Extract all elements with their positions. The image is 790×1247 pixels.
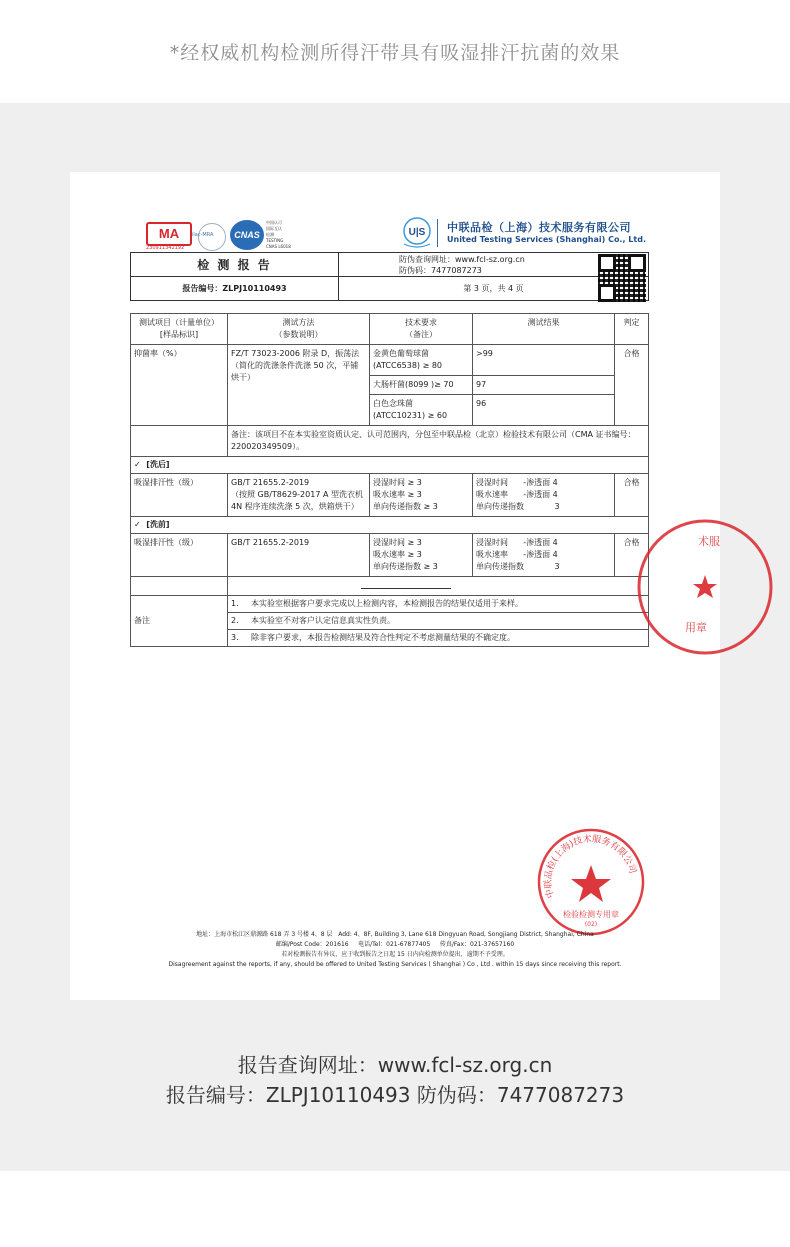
footer-notice-cn: 若对检测报告有异议，应于收到报告之日起 15 日内向检测单位提出，逾期不予受理。 [281, 951, 509, 958]
antibacterial-method: FZ/T 73023-2006 附录 D，振荡法 （简化的洗涤条件洗涤 50 次，平铺烘干） [228, 345, 370, 426]
footer-contact: 邮编/Post Code：201616 电话/Tel：021-67877405 传真/Fax：021-37657160 [275, 941, 515, 948]
ma-number: 230911342192 [146, 245, 185, 251]
verify-url: 防伪查询网址：www.fcl-sz.org.cn [399, 254, 525, 264]
report-code-line: 报告编号：ZLPJ10110493 防伪码：7477087273 [165, 1083, 625, 1107]
table-row [131, 474, 649, 517]
company-seal-icon [536, 827, 646, 937]
col-req-header: 技术要求 （备注） [370, 314, 473, 345]
footer-address: 地址：上海市松江区鼎源路 618 弄 3 号楼 4、8 层 Add: 4、8F, Building 3, Lane 618 Dingyuan Road, Songjiang District, Shanghai, China [196, 931, 594, 938]
table-row [131, 534, 649, 577]
after-wash-result: 浸湿时间 -渗透面 4 吸水速率 -渗透面 4 单向传递指数 3 [473, 474, 615, 517]
ma-logo: MA [146, 222, 192, 246]
query-url-line: 报告查询网址：www.fcl-sz.org.cn [237, 1053, 553, 1077]
antibacterial-result-1: >99 [473, 345, 615, 376]
antibacterial-item: 抑菌率（%） [131, 345, 228, 426]
footer-notice-en: Disagreement against the reports, if any, should be offered to United Testing Services ( Shanghai ) Co , Ltd . within 15 days since receiving this report. [168, 961, 622, 968]
section-row [131, 517, 649, 534]
col-method-header: 测试方法 （参数说明） [228, 314, 370, 345]
section-after-wash: ✓ [洗后] [131, 457, 649, 474]
after-wash-judge: 合格 [615, 474, 649, 517]
before-wash-judge: 合格 [615, 534, 649, 577]
top-caption: *经权威机构检测所得汗带具有吸湿排汗抗菌的效果 [169, 42, 621, 64]
before-wash-req: 浸湿时间 ≥ 3 吸水速率 ≥ 3 单向传递指数 ≥ 3 [370, 534, 473, 577]
page-number: 第 3 页，共 4 页 [339, 277, 649, 301]
partial-seal-icon [630, 517, 720, 657]
uts-logo-icon [400, 216, 434, 250]
remark-item: 3. 除非客户要求，本报告检测结果及符合性判定不考虑测量结果的不确定度。 [231, 633, 515, 642]
divider-row [131, 577, 649, 596]
col-judge-header: 判定 [615, 314, 649, 345]
short-rule [361, 588, 451, 589]
check-icon: ✓ [134, 460, 141, 469]
ilac-label: ilac-MRA [192, 232, 214, 238]
antibacterial-judge: 合格 [615, 345, 649, 426]
col-result-header: 测试结果 [473, 314, 615, 345]
company-name-cn: 中联品检（上海）技术服务有限公司 [447, 221, 631, 234]
table-row [131, 426, 649, 457]
after-wash-item: 吸湿排汗性（级） [131, 474, 228, 517]
remarks-cell [228, 596, 649, 647]
col-item-header: 测试项目（计量单位） [样品标识] [131, 314, 228, 345]
certification-logos [146, 218, 336, 250]
report-number: 报告编号：ZLPJ10110493 [131, 277, 339, 301]
anti-fake-code: 防伪码：7477087273 [399, 265, 482, 275]
before-wash-method: GB/T 21655.2-2019 [228, 534, 370, 577]
section-before-wash: ✓ [洗前] [131, 517, 649, 534]
svg-text:检验检测专用章: 检验检测专用章 [563, 910, 619, 919]
logo-divider [437, 219, 438, 247]
after-wash-method: GB/T 21655.2-2019 （按照 GB/T8629-2017 A 型洗衣机 4N 程序连续洗涤 5 次，烘箱烘干） [228, 474, 370, 517]
after-wash-req: 浸湿时间 ≥ 3 吸水速率 ≥ 3 单向传递指数 ≥ 3 [370, 474, 473, 517]
results-table [130, 313, 649, 647]
remarks-row [131, 596, 649, 647]
qr-code-icon [598, 254, 646, 302]
svg-text:(02): (02) [584, 921, 598, 928]
antibacterial-req-1: 金黄色葡萄球菌 (ATCC6538) ≥ 80 [370, 345, 473, 376]
cnas-logo: CNAS [230, 220, 264, 250]
antibacterial-result-2: 97 [473, 376, 615, 395]
table-row [131, 345, 649, 376]
antibacterial-req-2: 大肠杆菌(8099 )≥ 70 [370, 376, 473, 395]
cnas-desc: 中国认可 国际互认 检测 TESTING CNAS L6018 [266, 220, 291, 249]
remark-item: 1. 本实验室根据客户要求完成以上检测内容，本检测报告的结果仅适用于来样。 [228, 596, 648, 613]
table-header-row [131, 314, 649, 345]
report-page [70, 172, 720, 1000]
remark-item: 2. 本实验室不对客户认定信息真实性负责。 [228, 613, 648, 630]
svg-text:术服: 术服 [698, 535, 720, 548]
before-wash-result: 浸湿时间 -渗透面 4 吸水速率 -渗透面 4 单向传递指数 3 [473, 534, 615, 577]
report-header-table [130, 252, 649, 301]
report-footer [70, 930, 720, 970]
before-wash-item: 吸湿排汗性（级） [131, 534, 228, 577]
antibacterial-result-3: 96 [473, 395, 615, 426]
antibacterial-note: 备注：该项目不在本实验室资质认定、认可范围内，分包至中联品检（北京）检验技术有限公司（CMA 证书编号：220020349509）。 [228, 426, 649, 457]
bottom-info [0, 1050, 790, 1110]
svg-text:中联品检(上海)技术服务有限公司: 中联品检(上海)技术服务有限公司 [543, 834, 638, 900]
remarks-label: 备注 [131, 596, 228, 647]
section-row [131, 457, 649, 474]
company-name-en: United Testing Services (Shanghai) Co., Ltd. [447, 235, 646, 244]
svg-text:用章: 用章 [685, 621, 707, 634]
check-icon: ✓ [134, 520, 141, 529]
antibacterial-req-3: 白色念珠菌 (ATCC10231) ≥ 60 [370, 395, 473, 426]
report-title: 检 测 报 告 [131, 253, 339, 277]
svg-text:U|S: U|S [408, 227, 426, 238]
